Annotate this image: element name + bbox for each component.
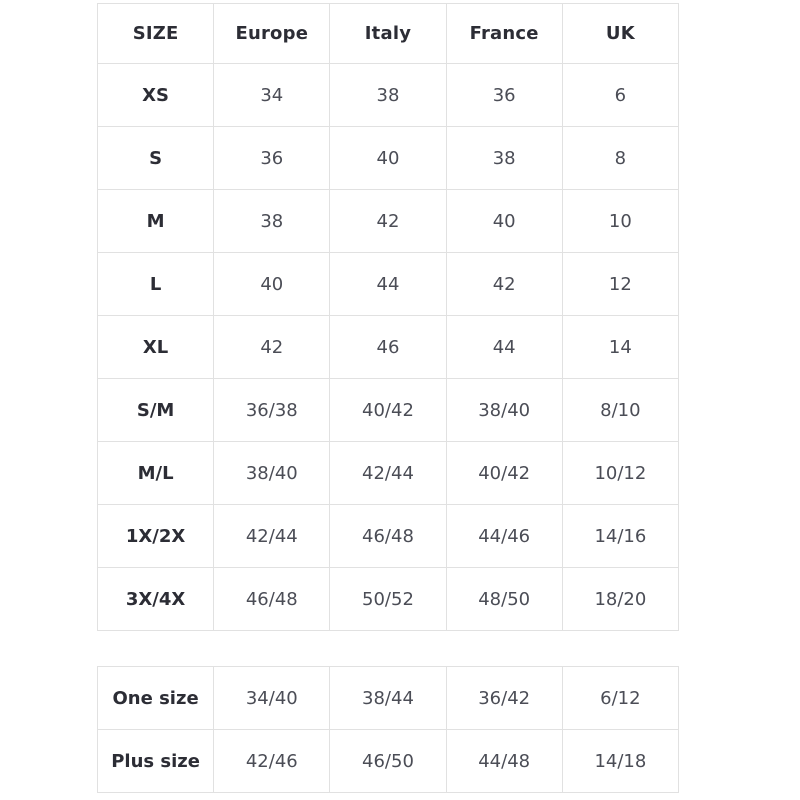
size-value-cell: 34: [214, 64, 330, 127]
size-label: M/L: [98, 442, 214, 505]
table-row: [98, 730, 679, 793]
table-row: [98, 316, 679, 379]
size-value-cell: 8: [562, 127, 678, 190]
size-label: 1X/2X: [98, 505, 214, 568]
size-label: Plus size: [98, 730, 214, 793]
size-value-cell: 36: [214, 127, 330, 190]
size-value-cell: 36/38: [214, 379, 330, 442]
size-value-cell: 42/46: [214, 730, 330, 793]
size-value-cell: 40/42: [330, 379, 446, 442]
size-value-cell: 10: [562, 190, 678, 253]
size-value-cell: 38/40: [214, 442, 330, 505]
table-row: [98, 667, 679, 730]
size-label: One size: [98, 667, 214, 730]
size-value-cell: 50/52: [330, 568, 446, 631]
size-value-cell: 6: [562, 64, 678, 127]
size-value-cell: 40: [446, 190, 562, 253]
size-value-cell: 46/48: [214, 568, 330, 631]
size-value-cell: 14/18: [562, 730, 678, 793]
size-label: S/M: [98, 379, 214, 442]
size-value-cell: 40/42: [446, 442, 562, 505]
size-value-cell: 10/12: [562, 442, 678, 505]
size-label: M: [98, 190, 214, 253]
size-value-cell: 38: [214, 190, 330, 253]
size-value-cell: 42: [446, 253, 562, 316]
table-row: [98, 64, 679, 127]
table-row: [98, 442, 679, 505]
size-value-cell: 40: [214, 253, 330, 316]
size-conversion-table-header: [98, 4, 679, 64]
size-value-cell: 14/16: [562, 505, 678, 568]
column-header: Europe: [214, 4, 330, 64]
size-value-cell: 42/44: [330, 442, 446, 505]
size-value-cell: 46/50: [330, 730, 446, 793]
header-row: [98, 4, 679, 64]
size-label: XS: [98, 64, 214, 127]
size-value-cell: 14: [562, 316, 678, 379]
size-value-cell: 6/12: [562, 667, 678, 730]
size-value-cell: 42: [330, 190, 446, 253]
size-label: XL: [98, 316, 214, 379]
size-conversion-table-body: [98, 64, 679, 631]
size-label: S: [98, 127, 214, 190]
size-value-cell: 18/20: [562, 568, 678, 631]
size-value-cell: 38/44: [330, 667, 446, 730]
size-value-cell: 42/44: [214, 505, 330, 568]
size-value-cell: 36/42: [446, 667, 562, 730]
size-value-cell: 38/40: [446, 379, 562, 442]
table-row: [98, 190, 679, 253]
size-value-cell: 38: [330, 64, 446, 127]
size-value-cell: 40: [330, 127, 446, 190]
special-size-table-body: [98, 667, 679, 793]
size-value-cell: 34/40: [214, 667, 330, 730]
special-size-table: [97, 666, 679, 793]
table-row: [98, 568, 679, 631]
size-label: L: [98, 253, 214, 316]
size-value-cell: 44/48: [446, 730, 562, 793]
table-row: [98, 379, 679, 442]
column-header: UK: [562, 4, 678, 64]
column-header: France: [446, 4, 562, 64]
size-conversion-table: [97, 3, 679, 631]
size-value-cell: 48/50: [446, 568, 562, 631]
size-value-cell: 46: [330, 316, 446, 379]
size-value-cell: 44: [330, 253, 446, 316]
size-value-cell: 12: [562, 253, 678, 316]
column-header: SIZE: [98, 4, 214, 64]
table-row: [98, 127, 679, 190]
table-row: [98, 505, 679, 568]
size-value-cell: 38: [446, 127, 562, 190]
size-value-cell: 8/10: [562, 379, 678, 442]
size-label: 3X/4X: [98, 568, 214, 631]
tables-divider-gap: [97, 631, 800, 666]
size-value-cell: 44: [446, 316, 562, 379]
table-row: [98, 253, 679, 316]
size-value-cell: 42: [214, 316, 330, 379]
size-value-cell: 44/46: [446, 505, 562, 568]
column-header: Italy: [330, 4, 446, 64]
size-value-cell: 46/48: [330, 505, 446, 568]
size-value-cell: 36: [446, 64, 562, 127]
